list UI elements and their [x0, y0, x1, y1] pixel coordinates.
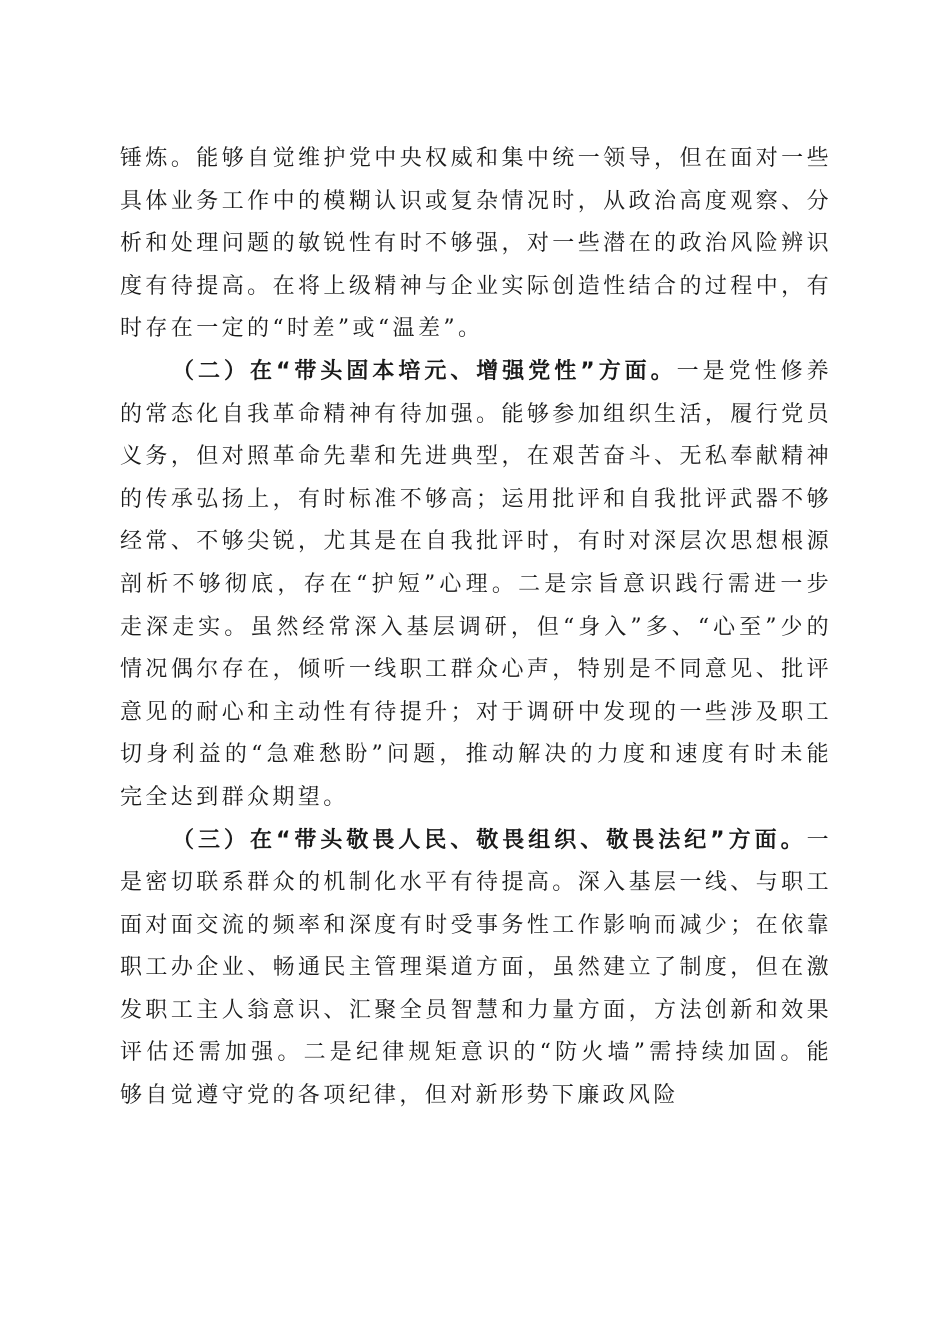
paragraph-text: 锤炼。能够自觉维护党中央权威和集中统一领导，但在面对一些具体业务工作中的模糊认识或复杂情况时，从政治高度观察、分析和处理问题的敏锐性有时不够强，对一些潜在的政治风险辨识度有待提高。在将上级精神与企业实际创造性结合的过程中，有时存在一定的“时差”或“温差”。: [120, 146, 832, 342]
document-body: [120, 138, 832, 1118]
paragraph-text: 一是密切联系群众的机制化水平有待提高。深入基层一线、与职工面对面交流的频率和深度有时受事务性工作影响而减少；在依靠职工办企业、畅通民主管理渠道方面，虽然建立了制度，但在激发职工主人翁意识、汇聚全员智慧和力量方面，方法创新和效果评估还需加强。二是纪律规矩意识的“防火墙”需持续加固。能够自觉遵守党的各项纪律，但对新形势下廉政风险: [120, 827, 832, 1109]
section-heading: （三）在“带头敬畏人民、敬畏组织、敬畏法纪”方面。: [172, 827, 807, 853]
paragraph-text: 一是党性修养的常态化自我革命精神有待加强。能够参加组织生活，履行党员义务，但对照革命先辈和先进典型，在艰苦奋斗、无私奉献精神的传承弘扬上，有时标准不够高；运用批评和自我批评武器不够经常、不够尖锐，尤其是在自我批评时，有时对深层次思想根源剖析不够彻底，存在“护短”心理。二是宗旨意识践行需进一步走深走实。虽然经常深入基层调研，但“身入”多、“心至”少的情况偶尔存在，倾听一线职工群众心声，特别是不同意见、批评意见的耐心和主动性有待提升；对于调研中发现的一些涉及职工切身利益的“急难愁盼”问题，推动解决的力度和速度有时未能完全达到群众期望。: [120, 358, 833, 810]
paragraph-section-3: [120, 820, 832, 1118]
paragraph-section-2: [120, 351, 832, 820]
section-heading: （二）在“带头固本培元、增强党性”方面。: [172, 358, 677, 384]
paragraph-continuation: [120, 138, 832, 351]
